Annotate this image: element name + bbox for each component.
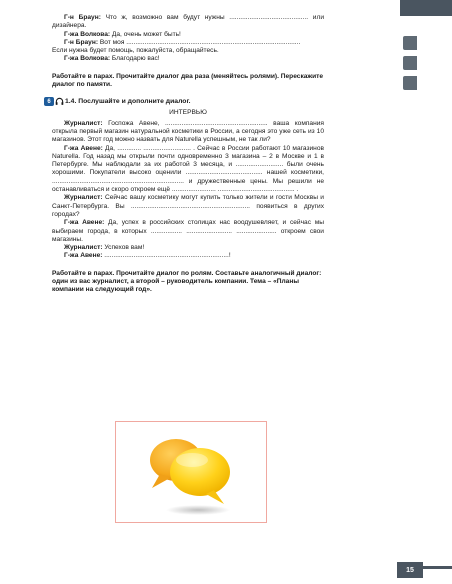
dialog1-line: Г-н Браун: Что ж, возможно вам будут нужны ........................................... или дизайнера.: [52, 14, 324, 30]
headphones-icon: [55, 97, 64, 106]
side-tab-1: [403, 36, 417, 50]
exercise-subtitle: ИНТЕРВЬЮ: [169, 109, 207, 117]
page-content: [47, 14, 324, 295]
dialog1-line: Если нужна будет помощь, пожалуйста, обращайтесь.: [52, 47, 219, 55]
footer-line: [423, 566, 452, 569]
task-instruction-2: Работайте в парах. Прочитайте диалог по ролям. Составьте аналогичный диалог: один из вас журналист, а второй – руководитель компании. Тема – «Планы компании на следующий год».: [52, 269, 322, 294]
interview-line: Г-жа Авене: Да, ............. .......................... . Сейчас в России работают 10 магазинов Naturella. Год назад мы открыли почти одновременно 3 магазина – 2 в Москве и 1 в Петербурге. Мы наблюдали за их работой 3 месяца, и .......................... были очень хорошими. Покупатели высоко оценили .......................................... нашей косметики, ........................................................................ и дружественные цены. Мы решили не останавливаться и скоро откроем ещё ........................ .......................................... .: [52, 144, 324, 194]
page-number: 15: [397, 562, 423, 578]
interview-line: Журналист: Госпожа Авене, ........................................................ ваша компания открыла первый магазин натуральной косметики в России, а сегодня это уже сеть из 10 магазинов. Этот год можно назвать для Naturella успешным, не так ли?: [52, 119, 324, 144]
exercise-title: 1.4. Послушайте и дополните диалог.: [65, 97, 191, 105]
interview-line: Г-жа Авене: Да, успех в российских столицах нас воодушевляет, и сейчас мы выбираем города, в которых ................. ......................... ...................... откроем свои магазины.: [52, 219, 324, 243]
dialog1-line: Г-жа Волкова: Да, очень может быть!: [64, 30, 181, 38]
exercise-header: [44, 97, 324, 106]
side-tab-2: [403, 56, 417, 70]
top-tab: [400, 0, 452, 16]
interview-line: Г-жа Авене: ....................................................................!: [64, 252, 231, 260]
interview-line: Журналист: Успехов вам!: [64, 244, 145, 252]
task-instruction-1: Работайте в парах. Прочитайте диалог два раза (меняйтесь ролями). Перескажите диалог по памяти.: [52, 72, 324, 89]
exercise-number-badge: 6: [44, 97, 54, 106]
interview-line: Журналист: Сейчас вашу косметику могут купить только жители и гости Москвы и Санкт-Петербурга. Вы ................................................................. появиться в других городах?: [52, 194, 324, 218]
speech-bubbles-icon: [116, 422, 266, 522]
illustration-frame: [115, 421, 267, 523]
dialog1-line: Г-жа Волкова: Благодарю вас!: [64, 55, 160, 63]
dialog1-line: Г-н Браун: Вот моя ...............................................................................................: [64, 38, 301, 46]
side-tab-3: [403, 76, 417, 90]
